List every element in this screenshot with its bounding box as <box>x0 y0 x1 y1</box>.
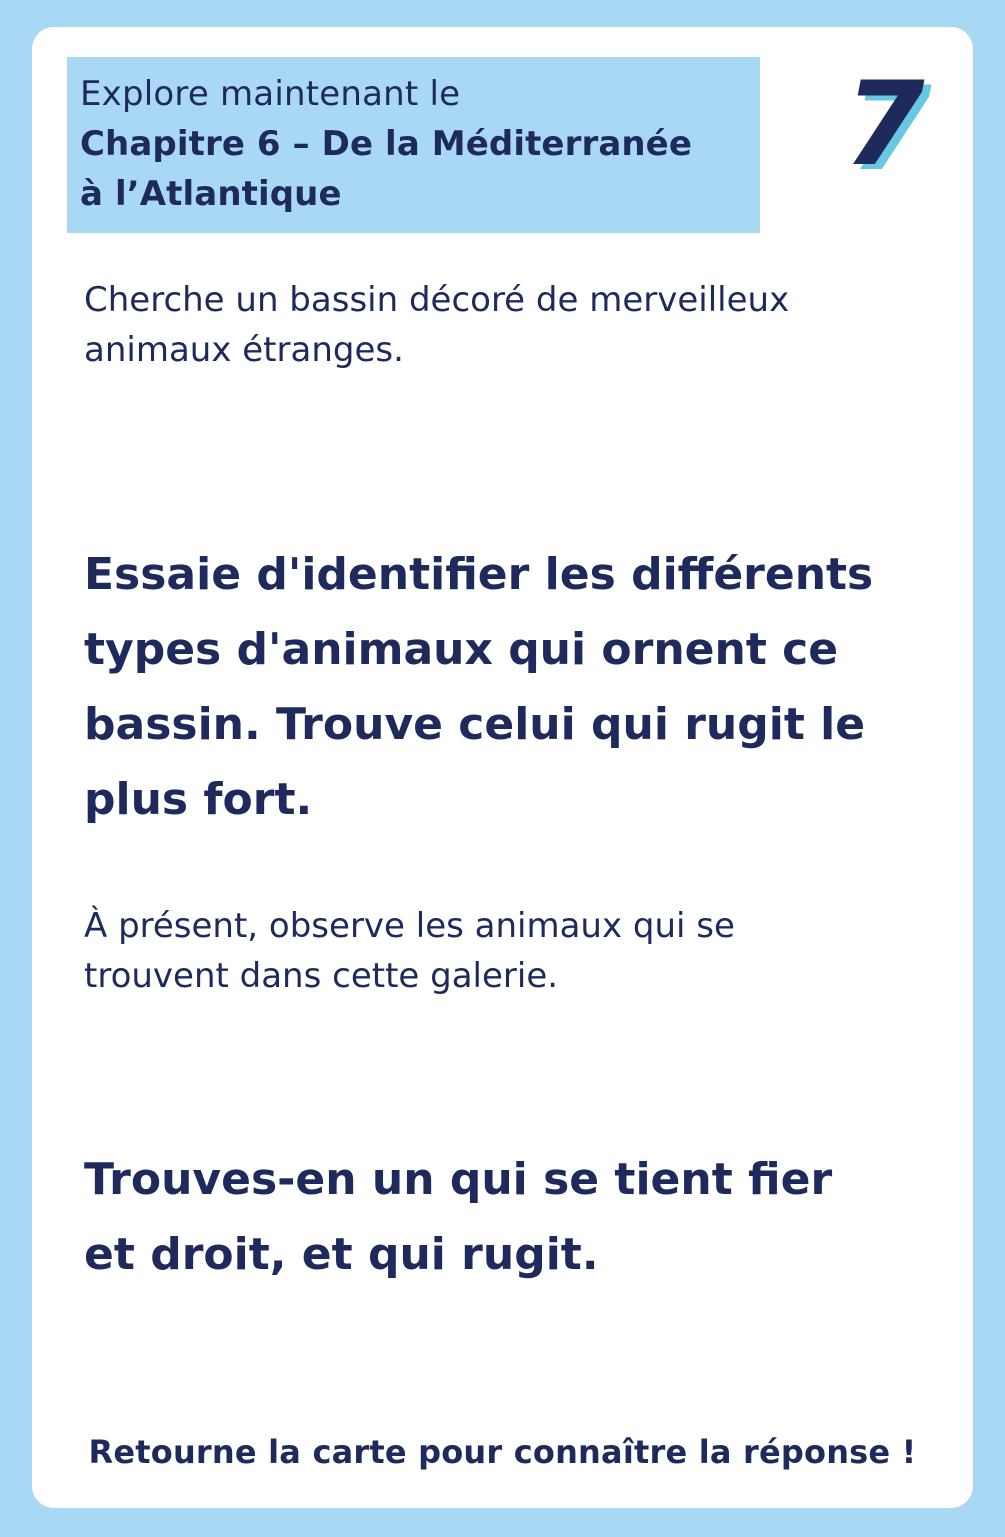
flip-card-instruction: Retourne la carte pour connaître la réponse ! <box>88 1433 917 1471</box>
intro-text-1: Cherche un bassin décoré de merveilleux animaux étranges. <box>84 280 790 370</box>
activity-card <box>32 27 973 1508</box>
header-intro-text: Explore maintenant le <box>80 74 461 114</box>
question-text-1: Essaie d'identifier les différents types d'animaux qui ornent ce bassin. Trouve celui qui rugit le plus fort. <box>84 549 874 825</box>
chapter-title-line2: à l’Atlantique <box>80 174 342 214</box>
card-number: 7 <box>844 57 925 192</box>
chapter-title-line1: Chapitre 6 – De la Méditerranée <box>80 124 692 164</box>
question-text-2: Trouves-en un qui se tient fier et droit, et qui rugit. <box>84 1154 833 1280</box>
chapter-header <box>67 57 760 233</box>
intro-text-2: À présent, observe les animaux qui se trouvent dans cette galerie. <box>84 906 735 996</box>
